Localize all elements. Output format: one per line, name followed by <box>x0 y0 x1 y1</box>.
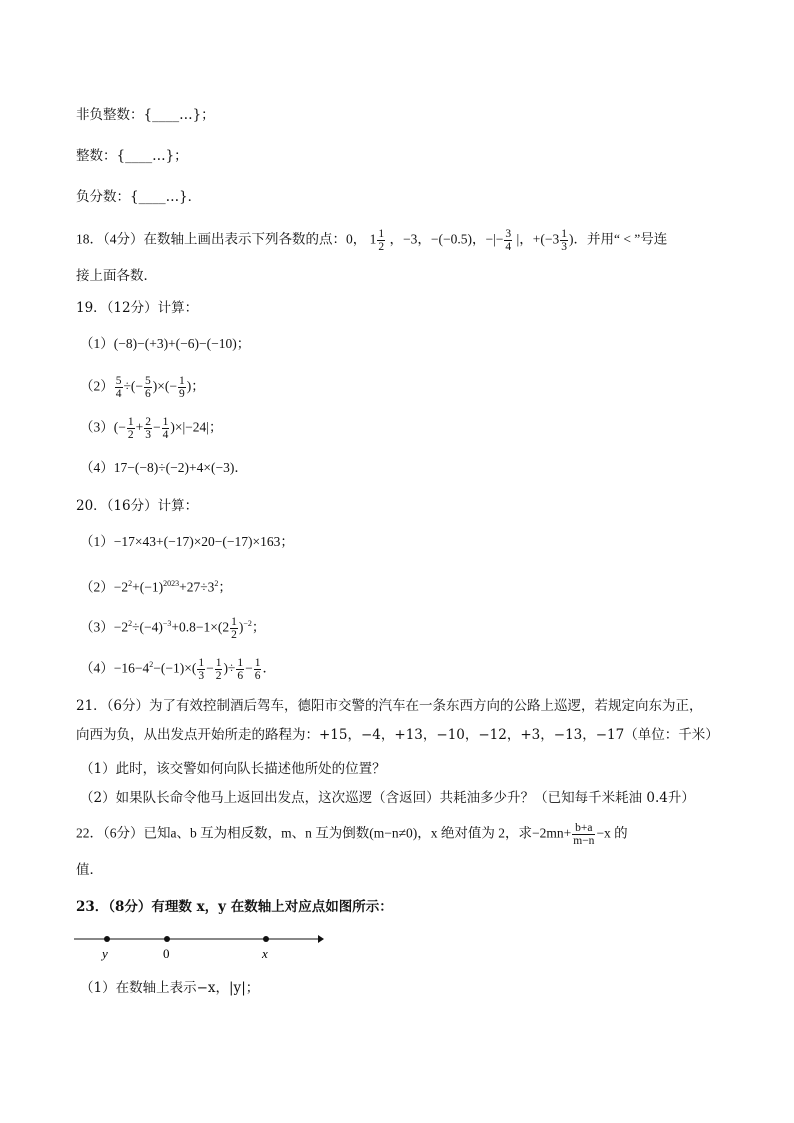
q23-title: 23．（8分）有理数 x，y 在数轴上对应点如图所示： <box>76 899 393 915</box>
q18-frac-1: $\frac{1}{2}$ <box>378 228 385 253</box>
q20-title: 20．（16分）计算： <box>76 498 199 514</box>
q21-sub1: （1）此时，该交警如何向队长描述他所处的位置？ <box>80 761 386 777</box>
label-zero: 0 <box>163 946 170 961</box>
neg-frac-set: 负分数：{____…}． <box>76 189 202 205</box>
q21-line1: 21．（6分）为了有效控制酒后驾车，德阳市交警的汽车在一条东西方向的公路上巡逻，若规定向东为正， <box>76 698 703 714</box>
q18-line1 <box>76 228 667 253</box>
point-y <box>104 936 110 942</box>
q18-prefix: 18．（4分）在数轴上画出表示下列各数的点：0， <box>76 231 367 247</box>
q20-part3: $(3)-2^2\div(-4)^{-3}+0.8-1\times(2$ $\frac{1}{2}$ )$^{-2}$； <box>80 615 266 641</box>
number-line <box>70 930 330 962</box>
point-x <box>263 936 269 942</box>
label-y: y <box>102 946 108 961</box>
q20-part4: $(4)-16-4^2-(-1)\times$( $\frac{1}{3}$ − $\frac{1}{2}$ )÷ $\frac{1}{6}$ − $\frac{1}{6}$ ． <box>80 656 276 682</box>
q18-line2: 接上面各数． <box>76 268 157 284</box>
q18-mid: ，−3，−(−0.5)，−|− <box>389 231 504 247</box>
point-zero <box>164 936 170 942</box>
q18-mid2: |，+(−3 <box>516 231 560 247</box>
q21-line2: 向西为负，从出发点开始所走的路程为：+15，−4，+13，−10，−12，+3，−13，−17（单位：千米） <box>76 727 719 743</box>
q18-tail: )．并用“ < ”号连 <box>568 231 668 247</box>
q19-title: 19．（12分）计算： <box>76 300 199 316</box>
integer-set: 整数：{____…}； <box>76 148 188 164</box>
q18-frac-3: $\frac{1}{3}$ <box>561 228 567 253</box>
number-line-arrow <box>318 935 324 943</box>
q18-frac-2: $\frac{3}{4}$ <box>505 228 512 253</box>
q20-part2: $(2)-2^2+(-1)^{2023}+27\div 3^2$； <box>80 579 232 595</box>
q19-part1: （1）(−8)−(+3)+(−6)−(−10)； <box>80 336 251 351</box>
q22-line1: 22．（6分）已知a、b 互为相反数，m、n 互为倒数(m−n≠0)，x 绝对值为 2，求−2mn+ $\frac{b+a}{m-n}$ −x 的 <box>76 822 628 847</box>
q19-part2: （2） $\frac{5}{4}$ ÷(− $\frac{5}{6}$ )×(− $\frac{1}{9}$ )； <box>80 375 205 400</box>
q19-part3: （3）(− $\frac{1}{2}$ + $\frac{2}{3}$ − $\frac{1}{4}$ )×|−24|； <box>80 416 223 441</box>
q21-sub2: （2）如果队长命令他马上返回出发点，这次巡逻（含返回）共耗油多少升？（已知每千米耗油 0.4升） <box>80 790 695 806</box>
q23-sub1: （1）在数轴上表示−x，|y|； <box>80 980 260 996</box>
q18-mixed-whole: 1 <box>369 231 377 247</box>
nonneg-int-set: 非负整数：{____…}； <box>76 107 215 123</box>
q20-part1: （1）−17×43+(−17)×20−(−17)×163； <box>80 534 294 549</box>
q19-part4: （4）17−(−8)÷(−2)+4×(−3)． <box>80 460 248 475</box>
q22-line2: 值． <box>76 862 103 878</box>
label-x: x <box>262 946 268 961</box>
